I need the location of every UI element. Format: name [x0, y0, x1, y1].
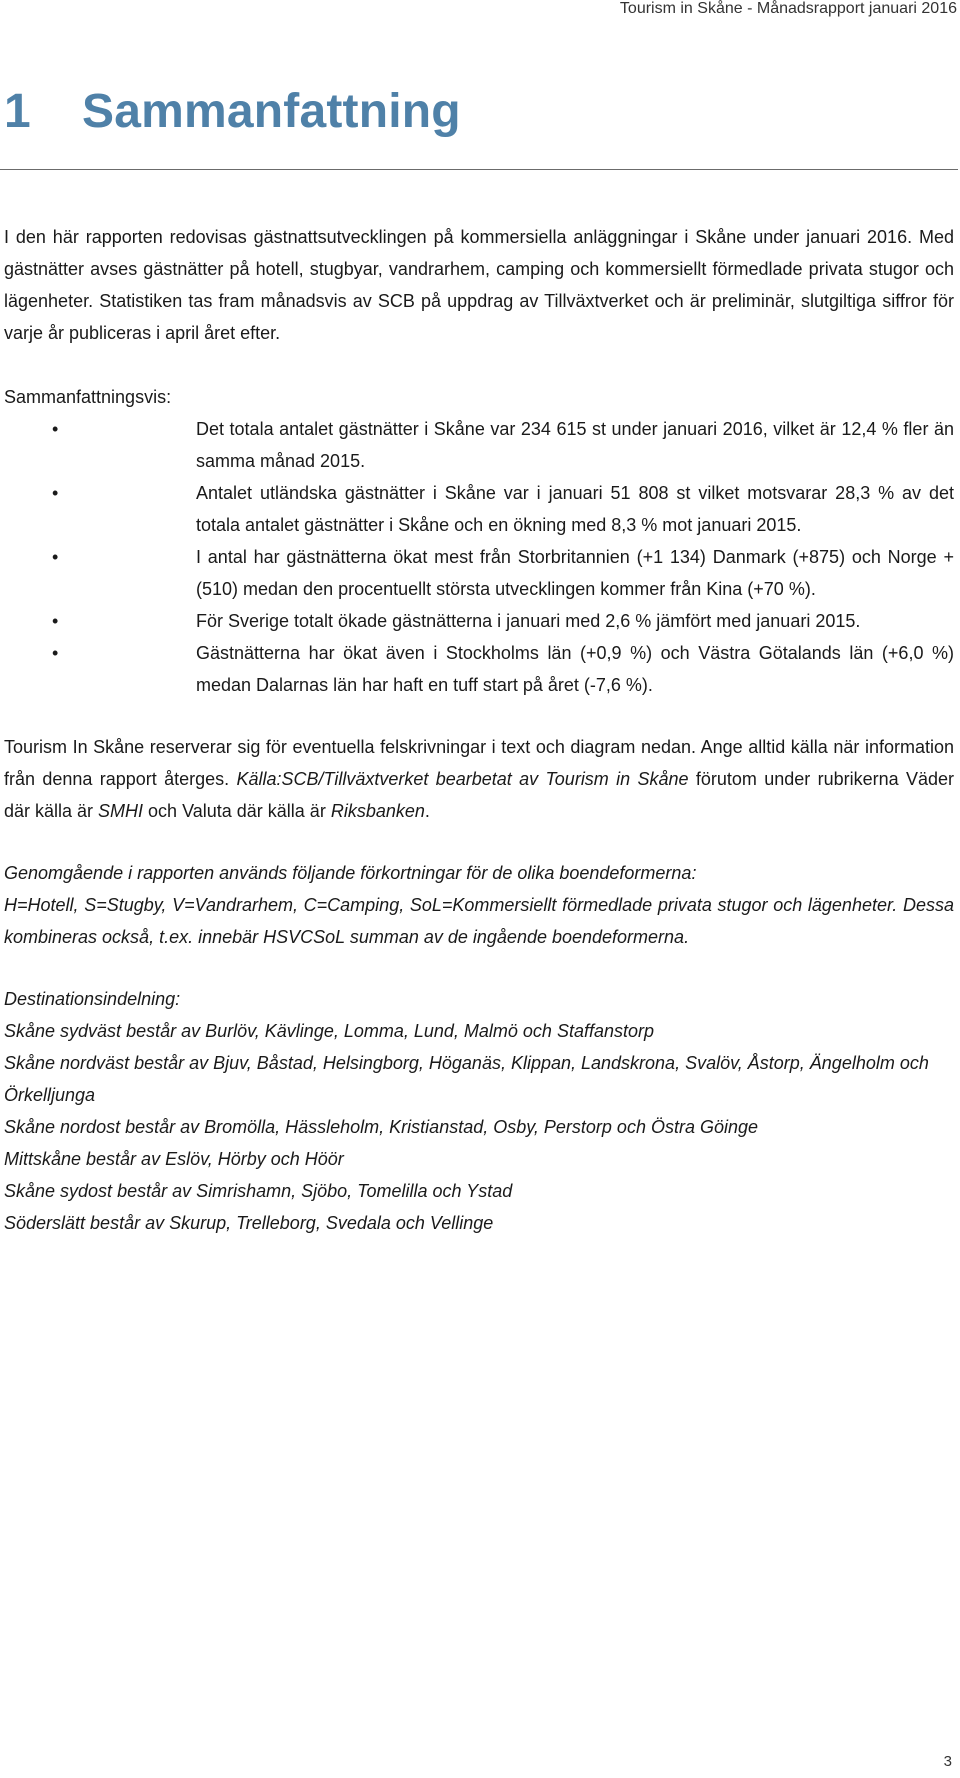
destination-item: Skåne nordväst består av Bjuv, Båstad, Helsingborg, Höganäs, Klippan, Landskrona, Svalöv, Åstorp, Ängelholm och Örkelljunga	[4, 1053, 929, 1105]
bullet-icon: •	[52, 419, 59, 439]
bullet-icon: •	[52, 611, 59, 631]
page-number: 3	[943, 1753, 952, 1770]
disclaimer-text: .	[424, 801, 430, 821]
list-item-text: För Sverige totalt ökade gästnätterna i januari med 2,6 % jämfört med januari 2015.	[196, 611, 861, 631]
destination-item: Skåne sydväst består av Burlöv, Kävlinge, Lomma, Lund, Malmö och Staffanstorp	[4, 1021, 654, 1041]
disclaimer-paragraph	[4, 731, 954, 827]
destination-item: Skåne sydost består av Simrishamn, Sjöbo, Tomelilla och Ystad	[4, 1181, 513, 1201]
abbreviations-definitions: H=Hotell, S=Stugby, V=Vandrarhem, C=Camping, SoL=Kommersiellt förmedlade privata stugor och lägenheter. Dessa kombineras också, t.ex. innebär HSVCSoL summan av de ingående boendeformerna.	[4, 895, 954, 947]
disclaimer-text: Tourism In Skåne reserverar sig för eventuella felskrivningar i text och diagram nedan. Ange alltid källa när information från denna rapport återges.	[4, 737, 954, 789]
list-item-text: I antal har gästnätterna ökat mest från Storbritannien (+1 134) Danmark (+875) och Norge +(510) medan den procentuellt största utvecklingen kommer från Kina (+70 %).	[196, 547, 954, 599]
destination-item: Mittskåne består av Eslöv, Hörby och Höör	[4, 1149, 344, 1169]
list-item-text: Det totala antalet gästnätter i Skåne var 234 615 st under januari 2016, vilket är 12,4 % fler än samma månad 2015.	[196, 419, 954, 471]
section-heading	[4, 84, 461, 139]
source-citation: Källa:SCB/Tillväxtverket bearbetat av Tourism in Skåne	[236, 769, 689, 789]
abbreviations-intro: Genomgående i rapporten används följande förkortningar för de olika boendeformerna:	[4, 863, 697, 883]
section-title: Sammanfattning	[82, 85, 461, 138]
summary-list	[4, 413, 954, 701]
list-item	[4, 637, 954, 701]
disclaimer-text: och Valuta där källa är	[143, 801, 331, 821]
body-content	[4, 221, 954, 1239]
destination-item: Söderslätt består av Skurup, Trelleborg, Svedala och Vellinge	[4, 1213, 494, 1233]
list-item	[4, 477, 954, 541]
list-item	[4, 413, 954, 477]
list-item-text: Gästnätterna har ökat även i Stockholms län (+0,9 %) och Västra Götalands län (+6,0 %) medan Dalarnas län har haft en tuff start på året (-7,6 %).	[196, 643, 954, 695]
bullet-icon: •	[52, 643, 59, 663]
section-number: 1	[4, 85, 31, 138]
bullet-icon: •	[52, 483, 59, 503]
destination-item: Skåne nordost består av Bromölla, Hässleholm, Kristianstad, Osby, Perstorp och Östra Göinge	[4, 1117, 759, 1137]
heading-divider	[0, 169, 958, 170]
list-item	[4, 605, 954, 637]
disclaimer-text: förutom under rubrikerna Väder där källa är	[4, 769, 954, 821]
summary-label: Sammanfattningsvis:	[4, 387, 172, 407]
smhi-source: SMHI	[98, 801, 144, 821]
list-item	[4, 541, 954, 605]
bullet-icon: •	[52, 547, 59, 567]
intro-paragraph: I den här rapporten redovisas gästnattsutvecklingen på kommersiella anläggningar i Skåne under januari 2016. Med gästnätter avses gästnätter på hotell, stugbyar, vandrarhem, camping och kommersiellt förmedlade privata stugor och lägenheter. Statistiken tas fram månadsvis av SCB på uppdrag av Tillväxtverket och är preliminär, slutgiltiga siffror för varje år publiceras i april året efter.	[4, 227, 954, 343]
destinations-title: Destinationsindelning:	[4, 989, 181, 1009]
running-header: Tourism in Skåne - Månadsrapport januari 2016	[619, 0, 957, 17]
list-item-text: Antalet utländska gästnätter i Skåne var i januari 51 808 st vilket motsvarar 28,3 % av det totala antalet gästnätter i Skåne och en ökning med 8,3 % mot januari 2015.	[196, 483, 954, 535]
riksbanken-source: Riksbanken	[330, 801, 425, 821]
